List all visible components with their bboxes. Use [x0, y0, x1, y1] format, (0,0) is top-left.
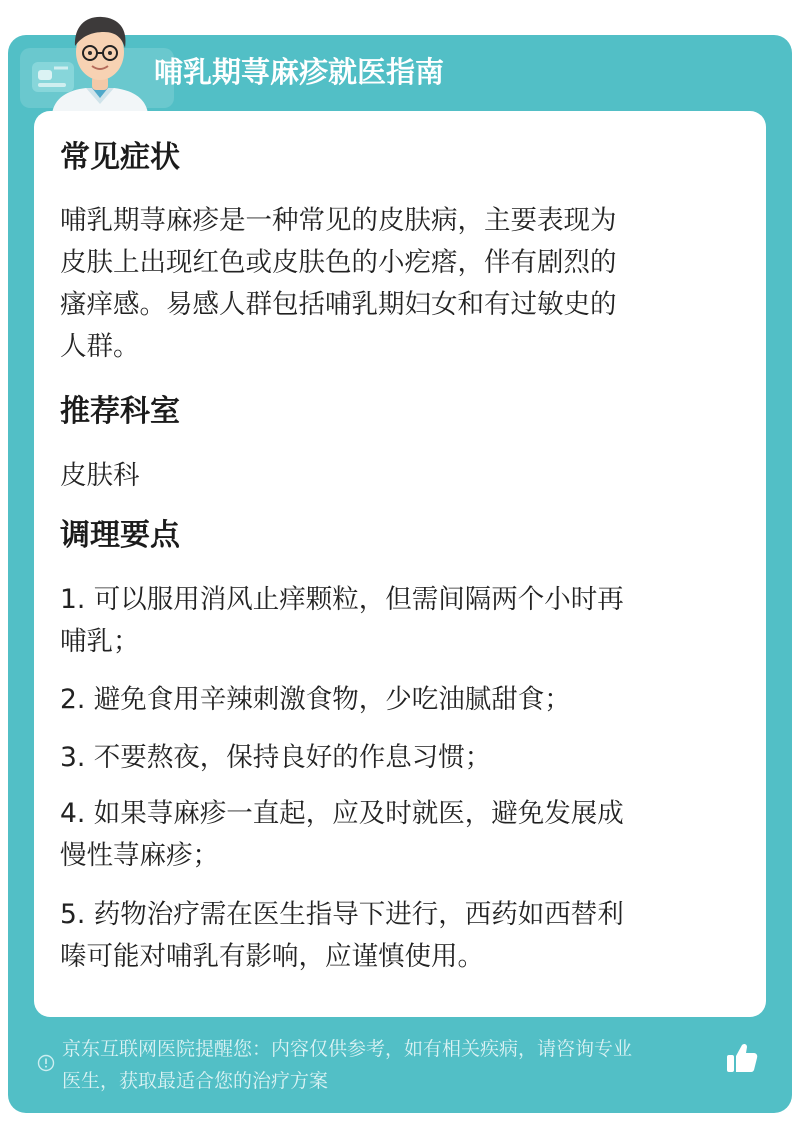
- department-title: 推荐科室: [60, 394, 180, 429]
- item-text: 慢性荨麻疹；: [60, 840, 219, 871]
- symptoms-line: 哺乳期荨麻疹是一种常见的皮肤病，主要表现为: [60, 205, 617, 236]
- item-number: 4.: [60, 798, 86, 829]
- item-text: 嗪可能对哺乳有影响，应谨慎使用。: [60, 941, 484, 972]
- department-value: 皮肤科: [60, 460, 140, 491]
- item-number: 1.: [60, 584, 86, 615]
- disclaimer-line: 医生，获取最适合您的治疗方案: [62, 1070, 329, 1092]
- disclaimer-line: 京东互联网医院提醒您：内容仅供参考，如有相关疾病，请咨询专业: [62, 1038, 633, 1060]
- care-item: [60, 579, 732, 663]
- symptoms-title: 常见症状: [60, 140, 180, 175]
- item-text: 可以服用消风止痒颗粒，但需间隔两个小时再: [93, 584, 624, 615]
- item-text: 药物治疗需在医生指导下进行，西药如西替利: [93, 899, 624, 930]
- care-item: [60, 894, 732, 978]
- item-text: 哺乳；: [60, 626, 140, 657]
- care-item: [60, 679, 732, 721]
- item-number: 3.: [60, 742, 86, 773]
- thumbs-up-icon[interactable]: [724, 1040, 760, 1076]
- page-title: 哺乳期荨麻疹就医指南: [154, 55, 445, 89]
- doctor-avatar-icon: [46, 6, 154, 114]
- symptoms-line: 皮肤上出现红色或皮肤色的小疙瘩，伴有剧烈的: [60, 247, 617, 278]
- item-number: 5.: [60, 899, 86, 930]
- item-text: 避免食用辛辣刺激食物，少吃油腻甜食；: [93, 684, 571, 715]
- care-item: [60, 793, 732, 877]
- info-icon: [37, 1054, 55, 1072]
- item-text: 如果荨麻疹一直起，应及时就医，避免发展成: [93, 798, 624, 829]
- care-title: 调理要点: [60, 518, 180, 553]
- item-number: 2.: [60, 684, 86, 715]
- care-item: [60, 737, 732, 779]
- item-text: 不要熬夜，保持良好的作息习惯；: [93, 742, 492, 773]
- symptoms-line: 瘙痒感。易感人群包括哺乳期妇女和有过敏史的: [60, 289, 617, 320]
- disclaimer-text: [62, 1033, 730, 1097]
- symptoms-text: [60, 200, 732, 368]
- symptoms-line: 人群。: [60, 331, 140, 362]
